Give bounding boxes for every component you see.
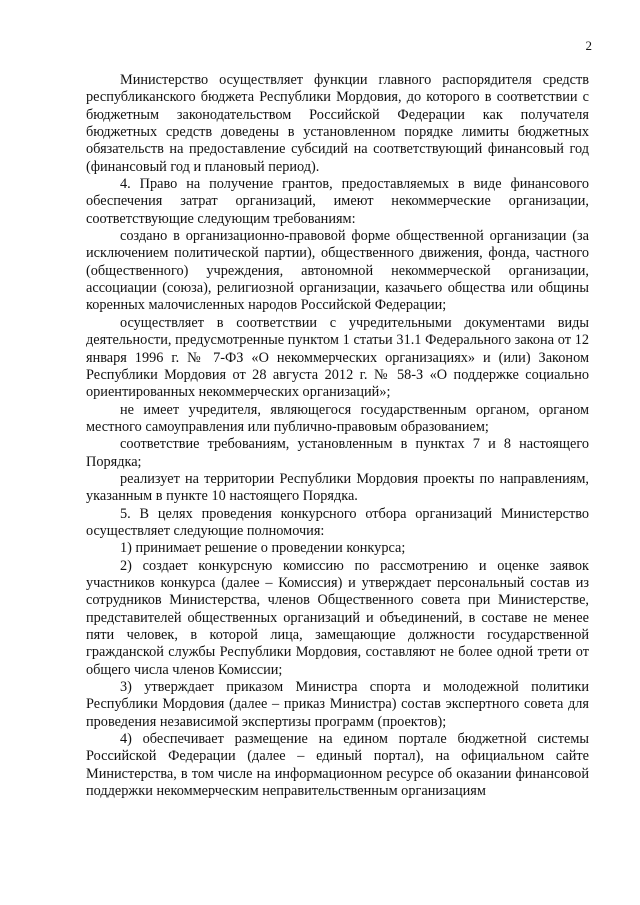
paragraph-requirement-compliance: соответствие требованиям, установленным в пунктах 7 и 8 настоящего Порядка;: [86, 436, 589, 470]
paragraph-requirement-legal-form: создано в организационно-правовой форме общественной организации (за исключением политической партии), общественного движения, фонда, частного (общественного) учреждения, автономной некоммерческой организации, ассоциации (союза), религиозной организации, казачьего общества или общины коренных малочисленных народов Российской Федерации;: [86, 228, 589, 314]
paragraph-requirement-activities: осуществляет в соответствии с учредительными документами виды деятельности, предусмотренные пунктом 1 статьи 31.1 Федерального закона от 12 января 1996 г. № 7-ФЗ «О некоммерческих организациях» и (или) Законом Республики Мордовия от 28 августа 2012 г. № 58-З «О поддержке социально ориентированных некоммерческих организаций»;: [86, 314, 589, 401]
document-body: [86, 72, 589, 800]
paragraph-power-4: 4) обеспечивает размещение на едином портале бюджетной системы Российской Федерации (далее – единый портал), на официальном сайте Министерства, в том числе на информационном ресурсе об оказании финансовой поддержки некоммерческим неправительственным организациям: [86, 731, 589, 800]
paragraph-4-grant-right: 4. Право на получение грантов, предоставляемых в виде финансового обеспечения затрат организаций, имеют некоммерческие организации, соответствующие следующим требованиям:: [86, 176, 589, 227]
paragraph-5-competition-powers: 5. В целях проведения конкурсного отбора организаций Министерство осуществляет следующие полномочия:: [86, 505, 589, 539]
page-number: 2: [585, 38, 592, 53]
paragraph-power-3: 3) утверждает приказом Министра спорта и молодежной политики Республики Мордовия (далее – приказ Министра) состав экспертного совета для проведения независимой экспертизы программ (проектов);: [86, 679, 589, 730]
paragraph-ministry-functions: Министерство осуществляет функции главного распорядителя средств республиканского бюджета Республики Мордовия, до которого в соответствии с бюджетным законодательством Российской Федерации как получателя бюджетных средств доведены в установленном порядке лимиты бюджетных обязательств на предоставление субсидий на соответствующий финансовый год (финансовый год и плановый период).: [86, 72, 589, 175]
paragraph-requirement-founder: не имеет учредителя, являющегося государственным органом, органом местного самоуправления или публично-правовым образованием;: [86, 401, 589, 435]
paragraph-power-1: 1) принимает решение о проведении конкурса;: [120, 540, 406, 557]
paragraph-requirement-territory: реализует на территории Республики Мордовия проекты по направлениям, указанным в пункте 10 настоящего Порядка.: [86, 470, 589, 505]
paragraph-power-2: 2) создает конкурсную комиссию по рассмотрению и оценке заявок участников конкурса (далее – Комиссия) и утверждает персональный состав из сотрудников Министерства, членов Общественного совета при Министерстве, представителей общественных организаций и объединений, в составе не менее пяти человек, в которой лица, замещающие должности государственной гражданской службы Республики Мордовия, составляют не более одной трети от общего числа членов Комиссии;: [86, 557, 589, 678]
